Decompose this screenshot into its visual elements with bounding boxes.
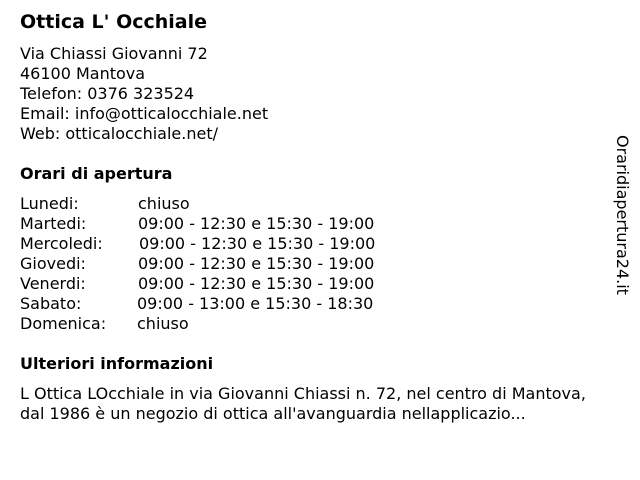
day-hours: chiuso — [137, 314, 189, 333]
address-street: Via Chiassi Giovanni 72 — [20, 44, 208, 63]
day-label: Venerdi: — [20, 274, 86, 293]
day-label: Giovedi: — [20, 254, 86, 273]
contact-block — [20, 44, 268, 144]
brand-watermark — [612, 135, 632, 311]
opening-hours-heading: Orari di apertura — [20, 164, 173, 183]
day-label: Sabato: — [20, 294, 82, 313]
address-city: 46100 Mantova — [20, 64, 146, 83]
phone-line: Telefon: 0376 323524 — [20, 84, 195, 103]
day-label: Mercoledi: — [20, 234, 103, 253]
email-line: Email: info@otticalocchiale.net — [20, 104, 269, 123]
day-hours: 09:00 - 12:30 e 15:30 - 19:00 — [138, 214, 375, 233]
web-line: Web: otticalocchiale.net/ — [20, 124, 218, 143]
brand-watermark-text: Oraridiapertura24.it — [613, 135, 632, 295]
day-hours: 09:00 - 13:00 e 15:30 - 18:30 — [137, 294, 374, 313]
day-hours: chiuso — [138, 194, 190, 213]
day-label: Lunedi: — [20, 194, 79, 213]
day-hours: 09:00 - 12:30 e 15:30 - 19:00 — [139, 234, 376, 253]
further-info-heading: Ulteriori informazioni — [20, 354, 214, 373]
day-hours: 09:00 - 12:30 e 15:30 - 19:00 — [138, 254, 375, 273]
day-label: Domenica: — [20, 314, 107, 333]
further-info-text: L Ottica LOcchiale in via Giovanni Chiassi n. 72, nel centro di Mantova, dal 1986 è un negozio di ottica all'avanguardia nellapplicazio... — [20, 384, 586, 423]
business-name: Ottica L' Occhiale — [20, 11, 208, 33]
day-hours: 09:00 - 12:30 e 15:30 - 19:00 — [138, 274, 375, 293]
day-label: Martedi: — [20, 214, 87, 233]
